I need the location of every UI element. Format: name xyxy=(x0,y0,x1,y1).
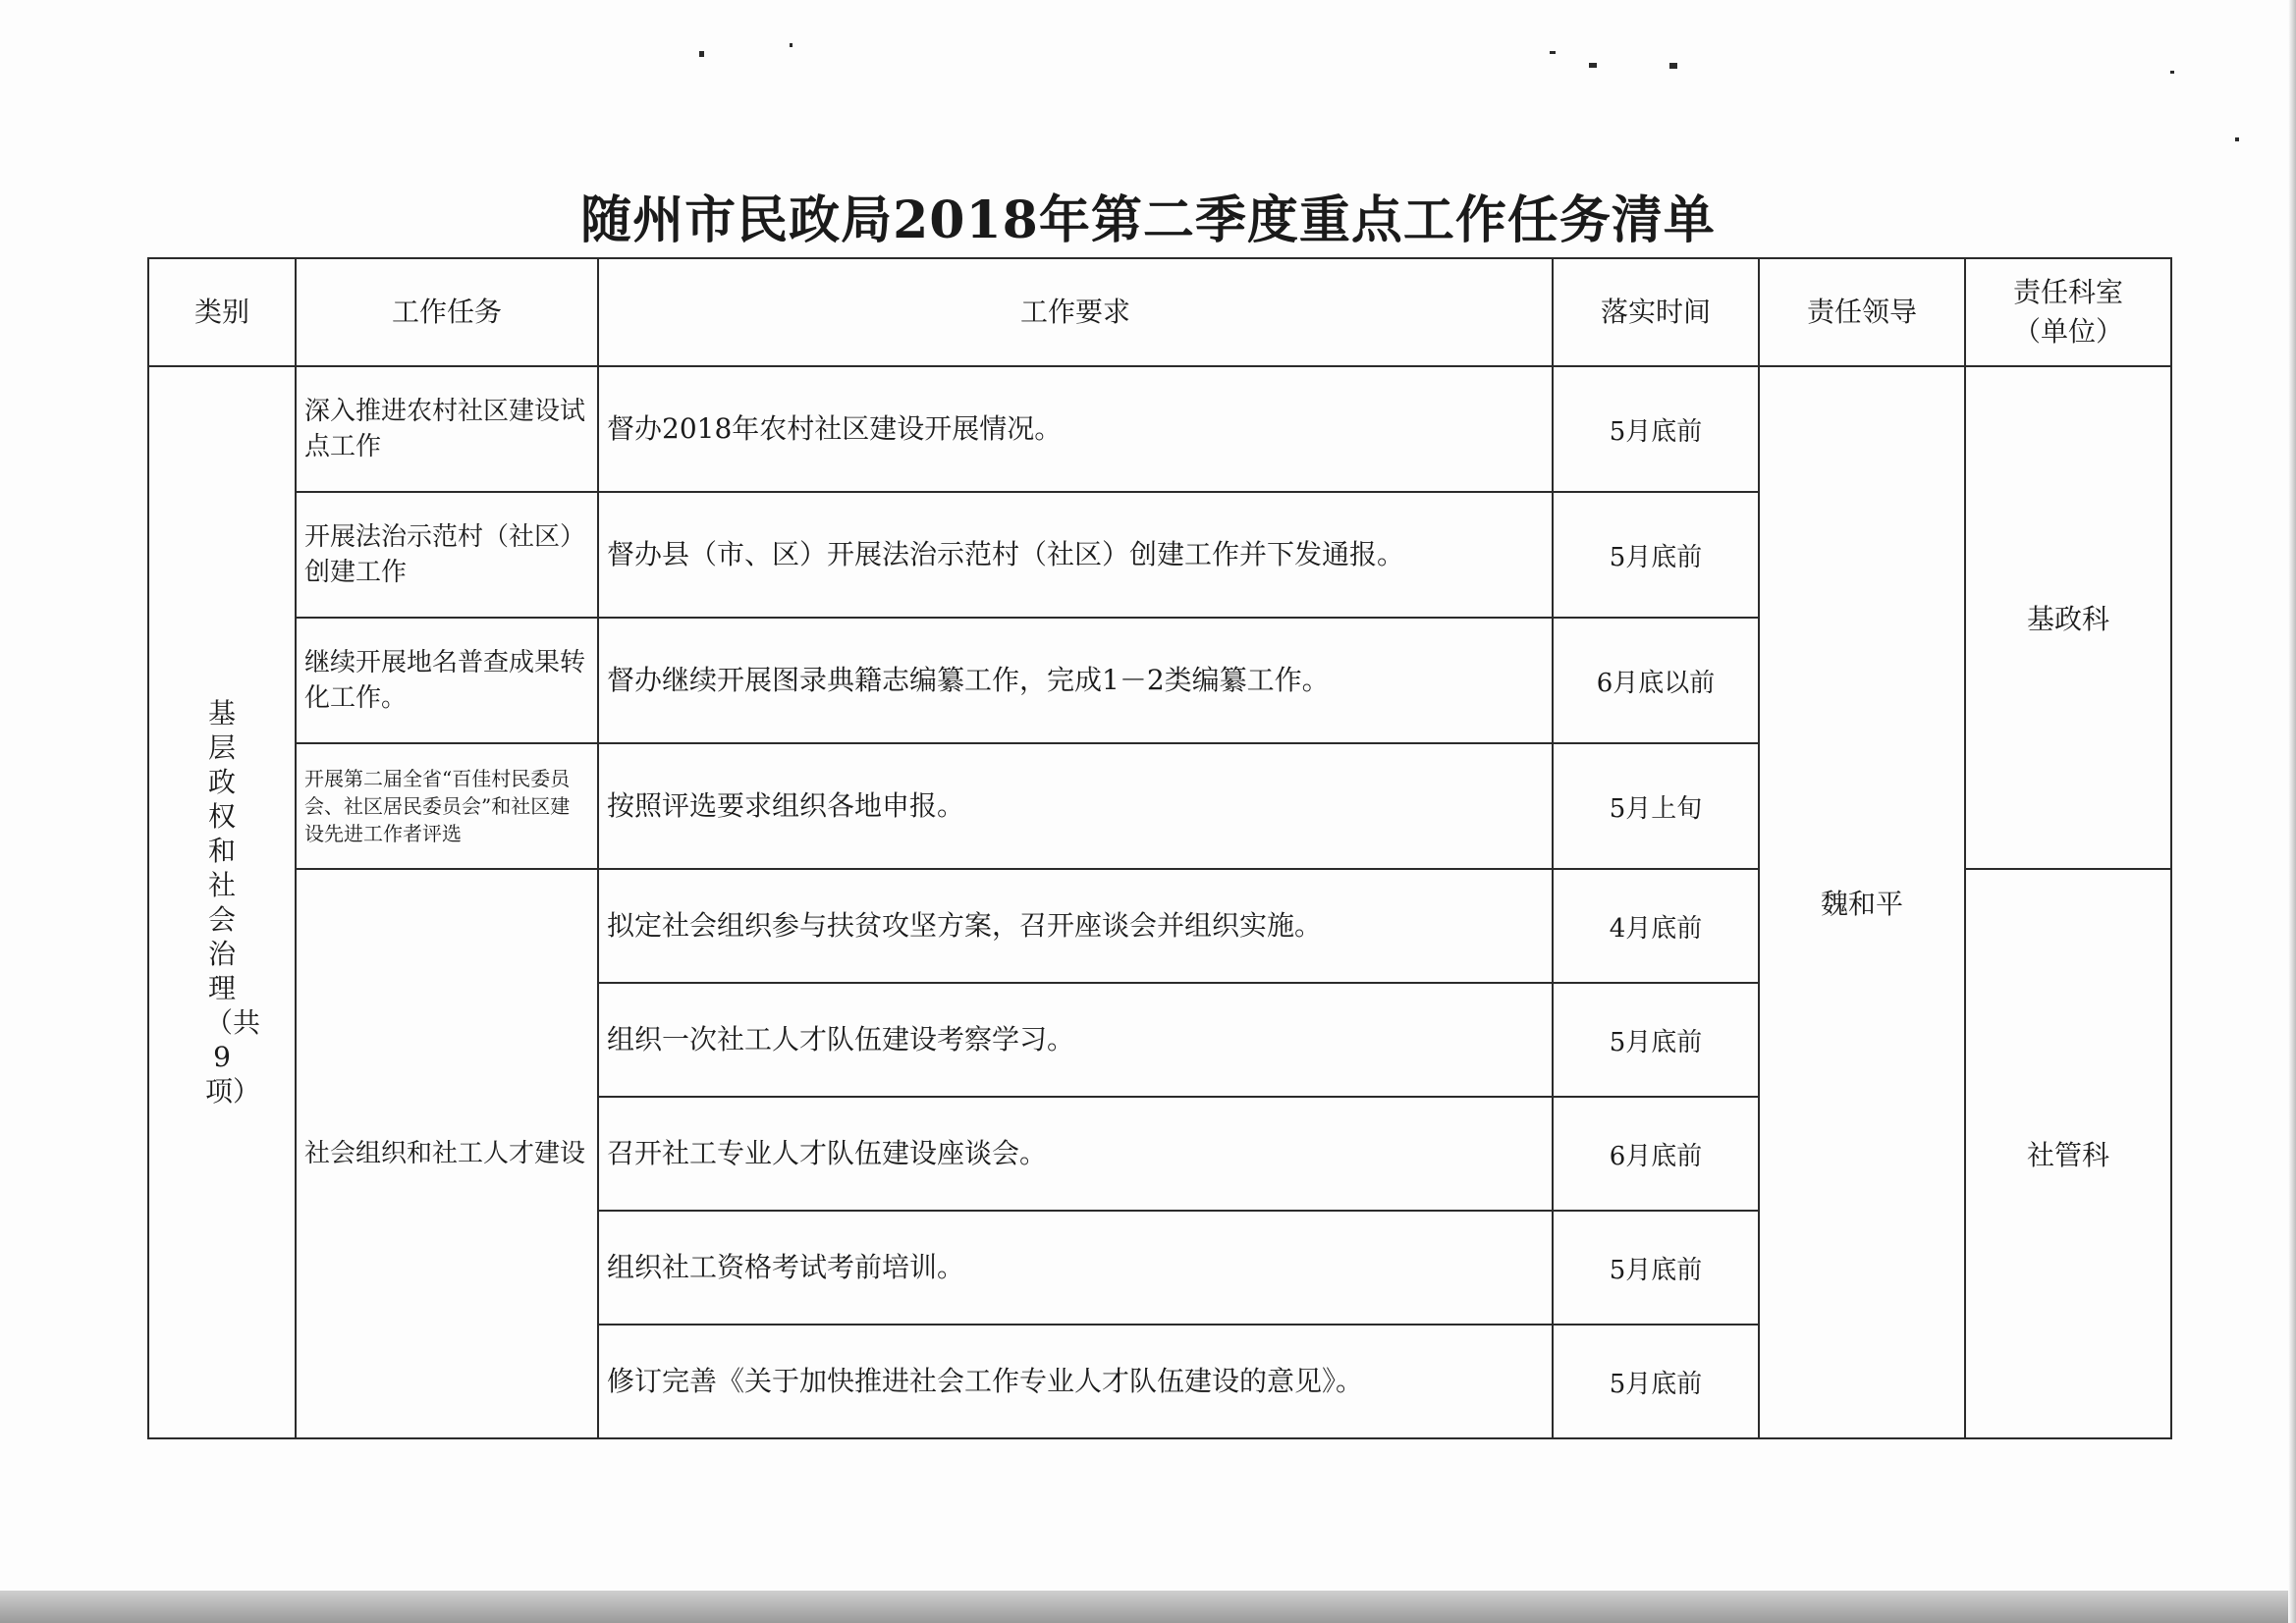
header-task: 工作任务 xyxy=(296,258,598,366)
category-cell xyxy=(148,366,296,1438)
requirement-cell: 组织一次社工人才队伍建设考察学习。 xyxy=(598,983,1553,1097)
leader-cell: 魏和平 xyxy=(1759,366,1965,1438)
requirement-cell: 督办县（市、区）开展法治示范村（社区）创建工作并下发通报。 xyxy=(598,492,1553,618)
task-cell: 继续开展地名普查成果转化工作。 xyxy=(296,618,598,743)
category-label: 基层政权和社会治理（共9项） xyxy=(205,697,261,1108)
header-requirement: 工作要求 xyxy=(598,258,1553,366)
scan-speck xyxy=(1589,63,1597,68)
requirement-cell: 组织社工资格考试考前培训。 xyxy=(598,1211,1553,1325)
scan-speck xyxy=(2170,71,2174,74)
deadline-cell: 6月底前 xyxy=(1553,1097,1759,1211)
scan-speck xyxy=(790,43,793,47)
deadline-cell: 5月底前 xyxy=(1553,492,1759,618)
scan-speck xyxy=(1669,63,1677,69)
requirement-cell: 召开社工专业人才队伍建设座谈会。 xyxy=(598,1097,1553,1211)
header-department-line1: 责任科室 xyxy=(2012,276,2123,308)
requirement-cell: 拟定社会组织参与扶贫攻坚方案，召开座谈会并组织实施。 xyxy=(598,869,1553,983)
deadline-cell: 4月底前 xyxy=(1553,869,1759,983)
task-cell: 社会组织和社工人才建设 xyxy=(296,869,598,1438)
table-row xyxy=(148,366,2171,492)
requirement-cell: 按照评选要求组织各地申报。 xyxy=(598,743,1553,869)
deadline-cell: 5月上旬 xyxy=(1553,743,1759,869)
scan-bottom-edge xyxy=(0,1591,2296,1623)
deadline-cell: 6月底以前 xyxy=(1553,618,1759,743)
requirement-cell: 督办2018年农村社区建设开展情况。 xyxy=(598,366,1553,492)
header-leader: 责任领导 xyxy=(1759,258,1965,366)
header-department xyxy=(1965,258,2171,366)
scan-speck xyxy=(2235,137,2239,141)
department-cell: 社管科 xyxy=(1965,869,2171,1438)
document-title: 随州市民政局2018年第二季度重点工作任务清单 xyxy=(580,190,1716,250)
scan-speck xyxy=(699,51,704,57)
department-cell: 基政科 xyxy=(1965,366,2171,869)
header-category: 类别 xyxy=(148,258,296,366)
table-header-row xyxy=(148,258,2171,366)
task-cell: 开展法治示范村（社区）创建工作 xyxy=(296,492,598,618)
header-department-line2: （单位） xyxy=(2012,315,2123,348)
deadline-cell: 5月底前 xyxy=(1553,983,1759,1097)
task-cell: 开展第二届全省“百佳村民委员会、社区居民委员会”和社区建设先进工作者评选 xyxy=(296,743,598,869)
task-table xyxy=(147,257,2172,1439)
deadline-cell: 5月底前 xyxy=(1553,366,1759,492)
header-deadline: 落实时间 xyxy=(1553,258,1759,366)
scan-speck xyxy=(1550,51,1556,54)
requirement-cell: 督办继续开展图录典籍志编纂工作，完成1－2类编纂工作。 xyxy=(598,618,1553,743)
requirement-cell: 修订完善《关于加快推进社会工作专业人才队伍建设的意见》。 xyxy=(598,1325,1553,1438)
deadline-cell: 5月底前 xyxy=(1553,1211,1759,1325)
deadline-cell: 5月底前 xyxy=(1553,1325,1759,1438)
task-cell: 深入推进农村社区建设试点工作 xyxy=(296,366,598,492)
